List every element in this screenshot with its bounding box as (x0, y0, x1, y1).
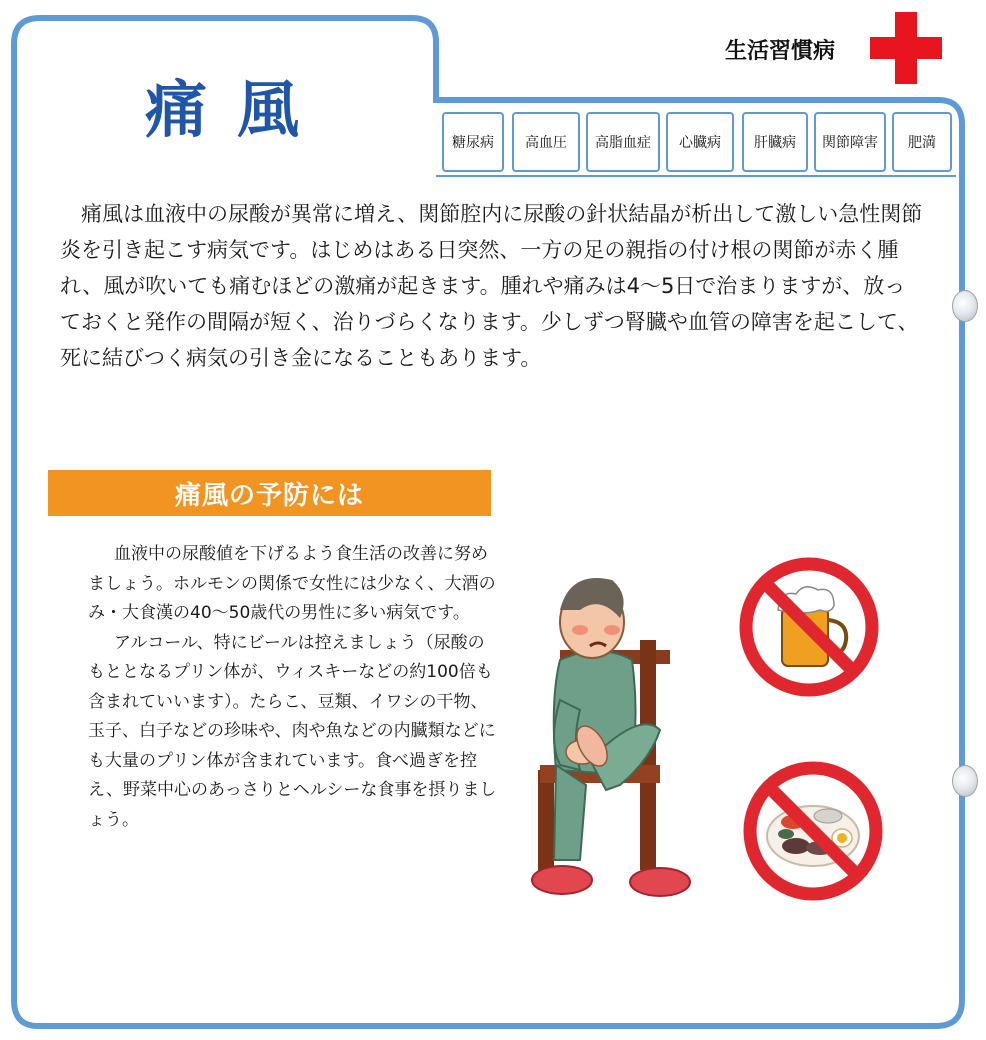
section-paragraph: 血液中の尿酸値を下げるよう食生活の改善に努めましょう。ホルモンの関係で女性には少なく、大酒のみ・大食漢の40～50歳代の男性に多い病気です。 (88, 544, 496, 623)
no-rich-food-sign-icon (738, 756, 888, 906)
tab-diabetes[interactable]: 糖尿病 (442, 112, 504, 172)
tab-liver-disease[interactable]: 肝臓病 (742, 112, 808, 172)
intro-paragraph: 痛風は血液中の尿酸が異常に増え、関節腔内に尿酸の針状結晶が析出して激しい急性関節炎を引き起こす病気です。はじめはある日突然、一方の足の親指の付け根の関節が赤く腫れ、風が吹いても痛むほどの激痛が起きます。腫れや痛みは4～5日で治まりますが、放っておくと発作の間隔が短く、治りづらくなります。少しずつ腎臓や血管の障害を起こして、死に結びつく病気の引き金になることもあります。 (60, 202, 923, 370)
man-with-gout-pain-illustration (520, 560, 720, 910)
binder-ring-icon (952, 290, 978, 322)
tab-heart-disease[interactable]: 心臓病 (666, 112, 734, 172)
page-title: 痛風 (145, 73, 330, 146)
section-body (88, 540, 498, 835)
red-cross-icon (870, 12, 942, 84)
tab-obesity[interactable]: 肥満 (892, 112, 952, 172)
tab-hyperlipidemia[interactable]: 高脂血症 (586, 112, 660, 172)
binder-ring-icon (952, 765, 978, 797)
section-header: 痛風の予防には (48, 470, 491, 516)
section-paragraph: アルコール、特にビールは控えましょう（尿酸のもととなるプリン体が、ウィスキーなどの約100倍も含まれていいます）。たらこ、豆類、イワシの干物、玉子、白子などの珍味や、肉や魚などの内臓類などにも大量のプリン体が含まれています。食べ過ぎを控え、野菜中心のあっさりとヘルシーな食事を摂りましょう。 (88, 632, 497, 830)
tab-joint-disorder[interactable]: 関節障害 (814, 112, 886, 172)
category-label: 生活習慣病 (724, 39, 835, 64)
no-beer-sign-icon (734, 552, 884, 702)
tab-hypertension[interactable]: 高血圧 (512, 112, 580, 172)
